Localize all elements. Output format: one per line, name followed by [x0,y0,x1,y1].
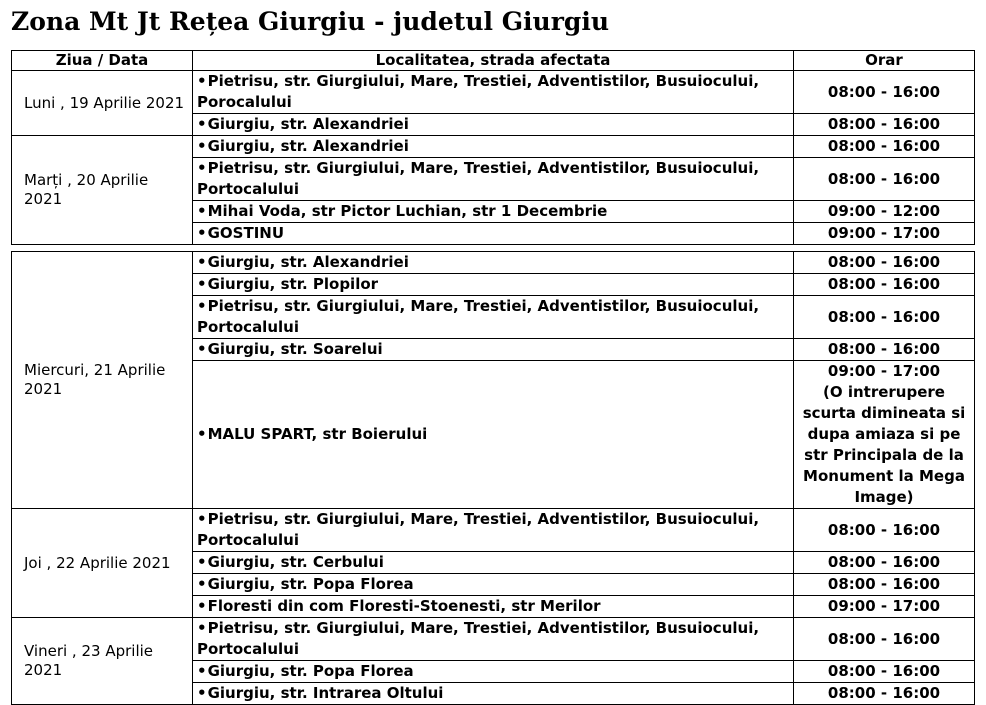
time-cell: 08:00 - 16:00 [794,574,975,596]
time-cell: 08:00 - 16:00 [794,509,975,552]
location-cell [193,136,794,158]
schedule-table-2 [11,251,975,705]
location-cell [193,596,794,618]
time-cell: 08:00 - 16:00 [794,71,975,114]
time-cell [794,361,975,509]
time-value: 09:00 - 17:00 [827,362,941,380]
day-cell: Marți , 20 Aprilie 2021 [12,136,193,245]
bullet: • [197,619,207,637]
day-cell: Miercuri, 21 Aprilie 2021 [12,252,193,509]
time-cell: 09:00 - 12:00 [794,201,975,223]
bullet: • [197,224,207,242]
table-row [12,509,975,552]
bullet: • [197,202,207,220]
bullet: • [197,253,207,271]
bullet: • [197,115,207,133]
location-text: Floresti din com Floresti-Stoenesti, str Merilor [207,597,601,615]
header-day: Ziua / Data [12,51,193,71]
location-text: GOSTINU [207,224,285,242]
location-text: Giurgiu, str. Alexandriei [207,115,409,133]
day-cell: Vineri , 23 Aprilie 2021 [12,618,193,705]
location-text: Giurgiu, str. Popa Florea [207,662,414,680]
location-cell [193,661,794,683]
location-text: Giurgiu, str. Cerbului [207,553,384,571]
bullet: • [197,510,207,528]
location-text: Giurgiu, str. Intrarea Oltului [207,684,444,702]
time-cell: 09:00 - 17:00 [794,223,975,245]
time-cell: 08:00 - 16:00 [794,114,975,136]
time-cell: 08:00 - 16:00 [794,618,975,661]
table-row [12,618,975,661]
bullet: • [197,137,207,155]
location-text: Pietrisu, str. Giurgiului, Mare, Trestiei, Adventistilor, Busuiocului, Portocalului [197,510,760,549]
location-cell [193,552,794,574]
bullet: • [197,684,207,702]
location-text: Pietrisu, str. Giurgiului, Mare, Trestiei, Adventistilor, Busuiocului, Portocalului [197,619,760,658]
bullet: • [197,597,207,615]
location-cell [193,201,794,223]
time-cell: 08:00 - 16:00 [794,661,975,683]
time-cell: 08:00 - 16:00 [794,339,975,361]
time-note: (O intrerupere scurta dimineata si dupa amiaza si pe str Principala de la Monument la Mega Image) [802,383,966,506]
location-text: Pietrisu, str. Giurgiului, Mare, Trestiei, Adventistilor, Busuiocului, Portocalului [197,297,760,336]
table-row [12,252,975,274]
location-cell [193,296,794,339]
day-cell: Joi , 22 Aprilie 2021 [12,509,193,618]
location-cell [193,683,794,705]
location-text: Giurgiu, str. Soarelui [207,340,383,358]
bullet: • [197,425,207,443]
bullet: • [197,662,207,680]
time-cell: 08:00 - 16:00 [794,252,975,274]
time-cell: 08:00 - 16:00 [794,683,975,705]
location-cell [193,361,794,509]
table-row [12,136,975,158]
table-row [12,71,975,114]
time-cell: 08:00 - 16:00 [794,136,975,158]
bullet: • [197,553,207,571]
header-location: Localitatea, strada afectata [193,51,794,71]
location-cell [193,223,794,245]
day-cell: Luni , 19 Aprilie 2021 [12,71,193,136]
table-header-row [12,51,975,71]
location-cell [193,509,794,552]
location-cell [193,158,794,201]
bullet: • [197,72,207,90]
location-cell [193,274,794,296]
time-cell: 09:00 - 17:00 [794,596,975,618]
header-time: Orar [794,51,975,71]
location-cell [193,618,794,661]
bullet: • [197,297,207,315]
location-text: MALU SPART, str Boierului [207,425,428,443]
location-cell [193,71,794,114]
time-cell: 08:00 - 16:00 [794,296,975,339]
time-cell: 08:00 - 16:00 [794,274,975,296]
location-text: Giurgiu, str. Alexandriei [207,253,409,271]
location-cell [193,114,794,136]
bullet: • [197,340,207,358]
location-text: Mihai Voda, str Pictor Luchian, str 1 Decembrie [207,202,608,220]
location-text: Pietrisu, str. Giurgiului, Mare, Trestiei, Adventistilor, Busuiocului, Portocalului [197,159,760,198]
page-title: Zona Mt Jt Rețea Giurgiu - judetul Giurgiu [11,7,610,36]
location-text: Pietrisu, str. Giurgiului, Mare, Trestiei, Adventistilor, Busuiocului, Porocalului [197,72,760,111]
time-cell: 08:00 - 16:00 [794,158,975,201]
location-cell [193,574,794,596]
location-text: Giurgiu, str. Popa Florea [207,575,414,593]
location-cell [193,339,794,361]
bullet: • [197,575,207,593]
bullet: • [197,159,207,177]
bullet: • [197,275,207,293]
location-text: Giurgiu, str. Alexandriei [207,137,409,155]
location-cell [193,252,794,274]
location-text: Giurgiu, str. Plopilor [207,275,379,293]
schedule-table-1 [11,50,975,245]
time-cell: 08:00 - 16:00 [794,552,975,574]
